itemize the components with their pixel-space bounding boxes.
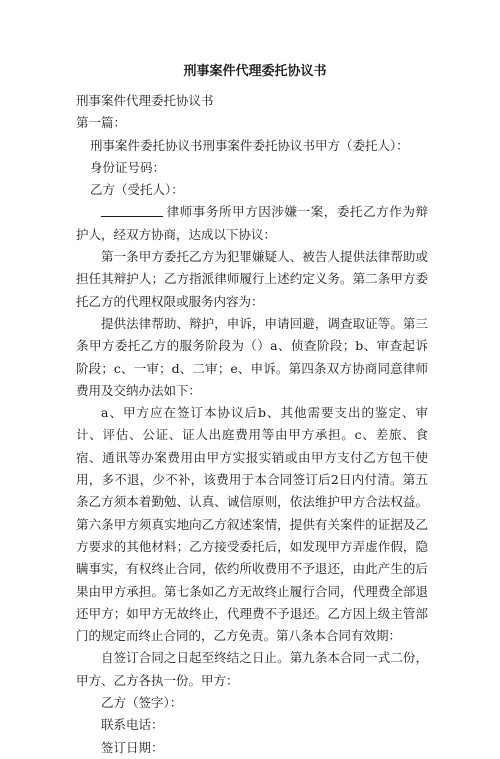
contact-phone-line: 联系电话： — [101, 717, 164, 733]
party-b-signature-line: 乙方（签字）： — [101, 695, 183, 711]
id-number-line: 身份证号码： — [90, 159, 166, 175]
signing-date-line: 签订日期： — [101, 739, 164, 755]
services-paragraph: 提供法律帮助、辩护，申诉，申请回避，调查取证等。第三条甲方委托乙方的服务阶段为（）a、侦查阶段；b、审查起诉阶段；c、一审；d、二审；e、申诉。第四条双方协商同意律师费用及交纳办法如下： — [76, 315, 428, 398]
fill-in-blank — [101, 203, 163, 217]
document-title: 刑事案件代理委托协议书 — [183, 64, 327, 79]
intro-paragraph — [76, 201, 428, 246]
party-b-line: 乙方（受托人）： — [90, 182, 184, 198]
party-a-line: 刑事案件委托协议书刑事案件委托协议书甲方（委托人）： — [90, 137, 409, 153]
intro-paragraph-text: 律师事务所甲方因涉嫌一案，委托乙方作为辩护人，经双方协商，达成以下协议： — [76, 204, 428, 242]
article-1-paragraph: 第一条甲方委托乙方为犯罪嫌疑人、被告人提供法律帮助或担任其辩护人；乙方指派律师履行上述约定义务。第二条甲方委托乙方的代理权限或服务内容为： — [76, 249, 428, 309]
document-subtitle: 刑事案件代理委托协议书 — [76, 93, 214, 108]
part-label: 第一篇： — [76, 115, 127, 131]
validity-paragraph: 自签订合同之日起至终结之日止。第九条本合同一式二份，甲方、乙方各执一份。甲方： — [76, 650, 428, 688]
fees-paragraph: a、甲方应在签订本协议后b、其他需要支出的鉴定、审计、评估、公证、证人出庭费用等由甲方承担。c、差旅、食宿、通讯等办案费用由甲方实报实销或由甲方支付乙方包干使用，多不退，少不补，该费用于本合同签订后2日内付清。第五条乙方须本着勤勉、认真、诚信原则，依法维护甲方合法权益。第六条甲方须真实地向乙方叙述案情，提供有关案件的证据及乙方要求的其他材料；乙方接受委托后，如发现甲方弄虚作假，隐瞒事实，有权终止合同，依约所收费用不予退还，由此产生的后果由甲方承担。第七条如乙方无故终止履行合同，代理费全部退还甲方；如甲方无故终止，代理费不予退还。乙方因上级主管部门的规定而终止合同的，乙方免责。第八条本合同有效期： — [76, 405, 428, 644]
